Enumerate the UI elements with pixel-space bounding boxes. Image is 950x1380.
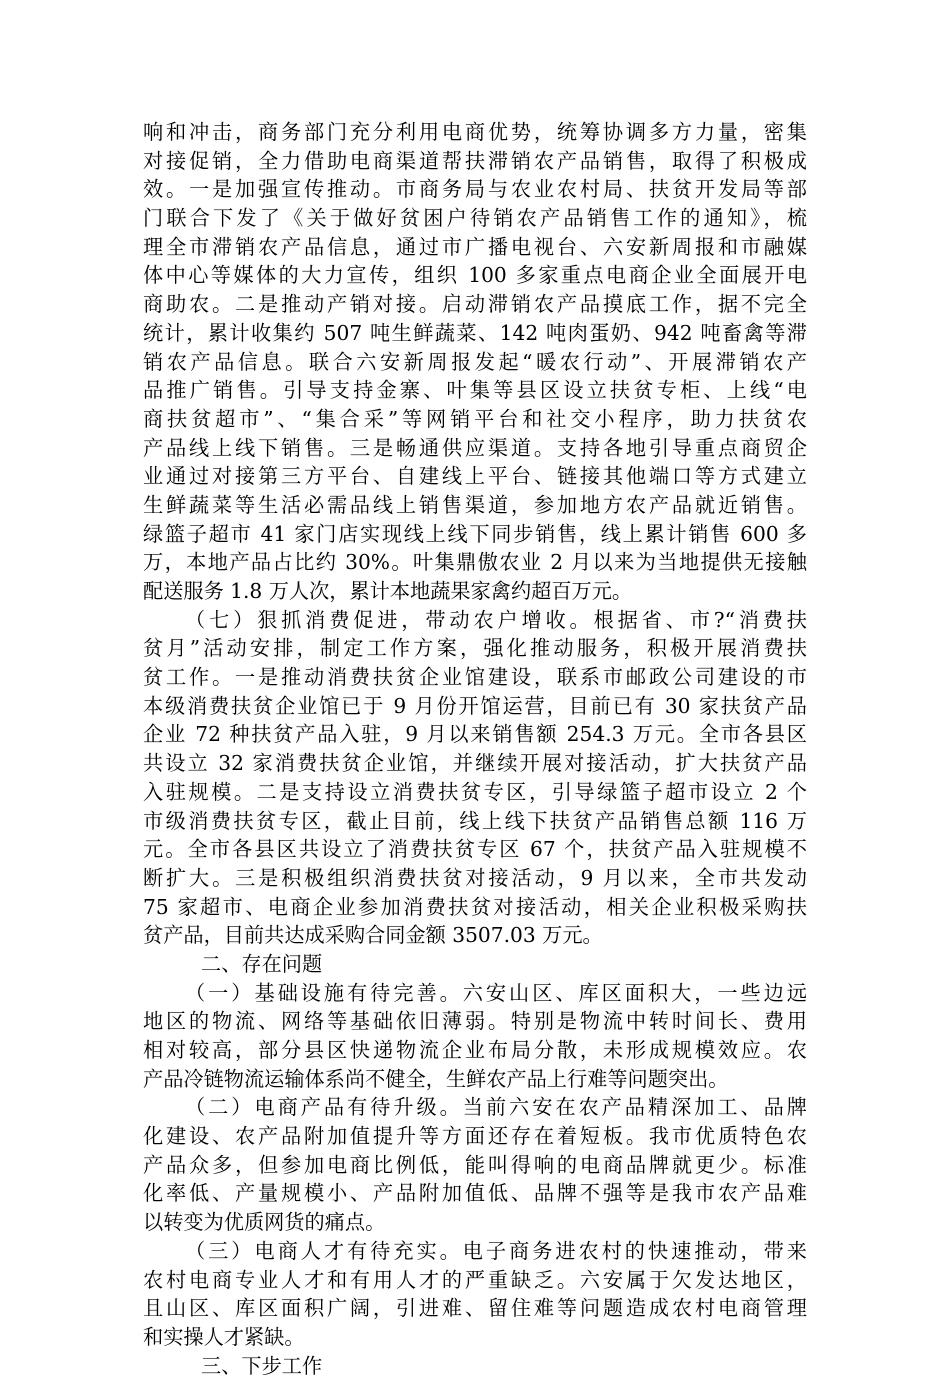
text-line: 业通过对接第三方平台、自建线上平台、链接其他端口等方式建立 bbox=[143, 464, 807, 489]
text-line: 入驻规模。二是支持设立消费扶贫专区，引导绿篮子超市设立 2 个 bbox=[143, 779, 807, 804]
text-line: 且山区、库区面积广阔，引进难、留住难等问题造成农村电商管理 bbox=[143, 1296, 807, 1321]
text-line: 市级消费扶贫专区，截止目前，线上线下扶贫产品销售总额 116 万 bbox=[143, 808, 807, 833]
text-line: 和实操人才紧缺。 bbox=[143, 1324, 305, 1349]
text-line: 共设立 32 家消费扶贫企业馆，并继续开展对接活动，扩大扶贫产品 bbox=[143, 751, 807, 776]
paragraph-start-line: （三）电商人才有待充实。电子商务进农村的快速推动，带来 bbox=[185, 1238, 807, 1263]
text-line: 地区的物流、网络等基础依旧薄弱。特别是物流中转时间长、费用 bbox=[143, 1009, 807, 1034]
text-line: 万，本地产品占比约 30%。叶集鼎傲农业 2 月以来为当地提供无接触 bbox=[143, 550, 807, 575]
text-line: 相对较高，部分县区快递物流企业布局分散，未形成规模效应。农 bbox=[143, 1038, 807, 1062]
text-line: 门联合下发了《关于做好贫困户待销农产品销售工作的通知》，梳 bbox=[143, 206, 807, 231]
text-line: 农村电商专业人才和有用人才的严重缺乏。六安属于欠发达地区， bbox=[143, 1267, 807, 1292]
paragraph-start-line: （一）基础设施有待完善。六安山区、库区面积大，一些边远 bbox=[185, 980, 807, 1005]
section-heading: 二、存在问题 bbox=[201, 951, 323, 976]
text-line: 产品冷链物流运输体系尚不健全，生鲜农产品上行难等问题突出。 bbox=[143, 1066, 729, 1091]
text-line: 本级消费扶贫企业馆已于 9 月份开馆运营，目前已有 30 家扶贫产品 bbox=[143, 693, 807, 718]
text-line: 品推广销售。引导支持金寨、叶集等县区设立扶贫专柜、上线“电 bbox=[143, 378, 807, 403]
text-line: 绿篮子超市 41 家门店实现线上线下同步销售，线上累计销售 600 多 bbox=[143, 521, 807, 546]
text-line: 生鲜蔬菜等生活必需品线上销售渠道，参加地方农产品就近销售。 bbox=[143, 492, 807, 517]
paragraph-start-line: （二）电商产品有待升级。当前六安在农产品精深加工、品牌 bbox=[185, 1095, 807, 1120]
document-page bbox=[143, 118, 807, 1380]
section-heading: 三、下步工作 bbox=[201, 1353, 323, 1378]
text-line: 贫产品，目前共达成采购合同金额 3507.03 万元。 bbox=[143, 923, 603, 948]
text-line: 商助农。二是推动产销对接。启动滞销农产品摸底工作，据不完全 bbox=[143, 292, 807, 317]
text-line: 贫月”活动安排，制定工作方案，强化推动服务，积极开展消费扶 bbox=[143, 636, 807, 661]
paragraph-start-line: （七）狠抓消费促进，带动农户增收。根据省、市?“消费扶 bbox=[185, 607, 807, 632]
text-line: 统计，累计收集约 507 吨生鲜蔬菜、142 吨肉蛋奶、942 吨畜禽等滞 bbox=[143, 320, 807, 345]
text-line: 以转变为优质网货的痛点。 bbox=[143, 1210, 386, 1235]
text-line: 贫工作。一是推动消费扶贫企业馆建设，联系市邮政公司建设的市 bbox=[143, 665, 807, 690]
text-line: 理全市滞销农产品信息，通过市广播电视台、六安新周报和市融媒 bbox=[143, 234, 807, 259]
text-line: 商扶贫超市”、“集合采”等网销平台和社交小程序，助力扶贫农 bbox=[143, 406, 807, 431]
text-line: 产品众多，但参加电商比例低，能叫得响的电商品牌就更少。标准 bbox=[143, 1152, 807, 1177]
text-line: 断扩大。三是积极组织消费扶贫对接活动，9 月以来，全市共发动 bbox=[143, 865, 807, 890]
text-line: 销农产品信息。联合六安新周报发起“暖农行动”、开展滞销农产 bbox=[143, 349, 807, 374]
text-line: 响和冲击，商务部门充分利用电商优势，统筹协调多方力量，密集 bbox=[143, 120, 807, 144]
text-line: 75 家超市、电商企业参加消费扶贫对接活动，相关企业积极采购扶 bbox=[143, 894, 807, 919]
text-line: 化率低、产量规模小、产品附加值低、品牌不强等是我市农产品难 bbox=[143, 1181, 807, 1206]
text-line: 化建设、农产品附加值提升等方面还存在着短板。我市优质特色农 bbox=[143, 1124, 807, 1149]
text-line: 对接促销，全力借助电商渠道帮扶滞销农产品销售，取得了积极成 bbox=[143, 148, 807, 173]
text-line: 配送服务 1.8 万人次，累计本地蔬果家禽约超百万元。 bbox=[143, 579, 633, 603]
text-line: 体中心等媒体的大力宣传，组织 100 多家重点电商企业全面展开电 bbox=[143, 263, 807, 288]
text-line: 效。一是加强宣传推动。市商务局与农业农村局、扶贫开发局等部 bbox=[143, 177, 807, 202]
text-line: 企业 72 种扶贫产品入驻，9 月以来销售额 254.3 万元。全市各县区 bbox=[143, 722, 807, 747]
text-line: 元。全市各县区共设立了消费扶贫专区 67 个，扶贫产品入驻规模不 bbox=[143, 837, 807, 862]
text-line: 产品线上线下销售。三是畅通供应渠道。支持各地引导重点商贸企 bbox=[143, 435, 807, 460]
